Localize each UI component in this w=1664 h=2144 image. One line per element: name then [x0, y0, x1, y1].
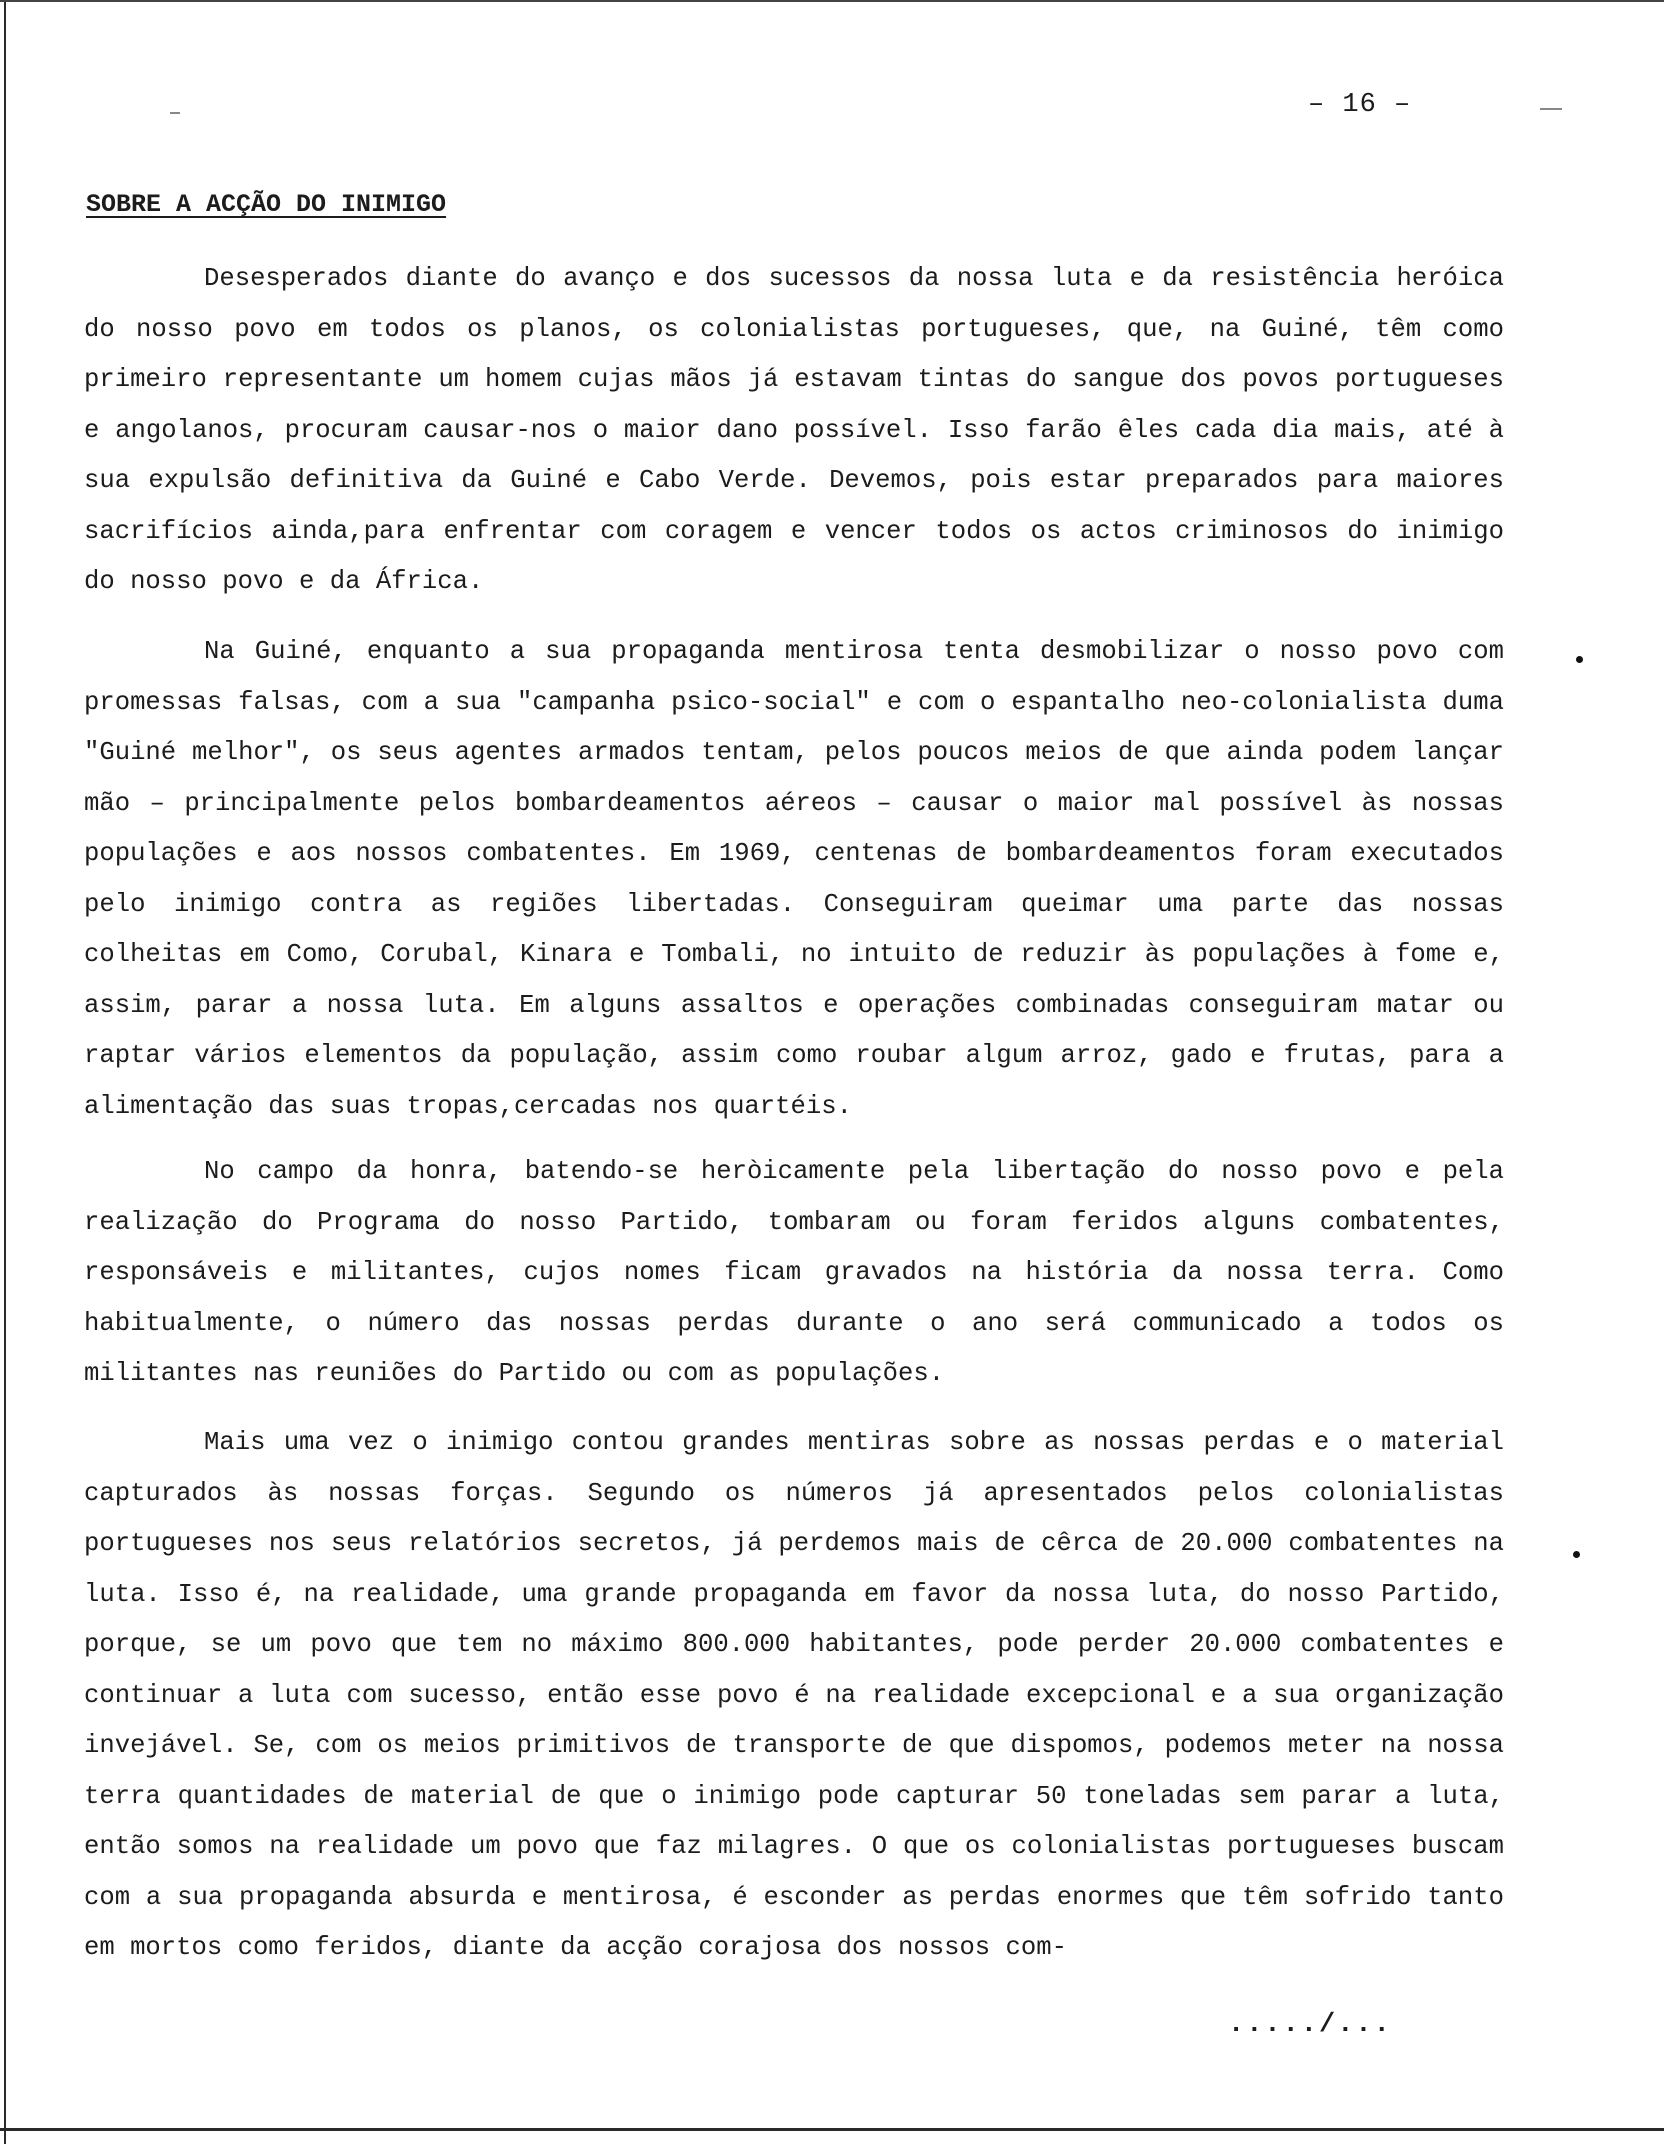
scan-bottom-edge — [0, 2128, 1664, 2131]
paragraph: No campo da honra, batendo-se heròicamente pela libertação do nosso povo e pela realização do Programa do nosso Partido, tombaram ou foram feridos alguns combatentes, responsáveis e militantes, cujos nomes ficam gravados na história da nossa terra. Como habitualmente, o número das nossas perdas durante o ano será communicado a todos os militantes nas reuniões do Partido ou com as populações. — [84, 1157, 1504, 1388]
scan-speck — [1540, 108, 1562, 110]
scan-speck — [1573, 1551, 1580, 1558]
scan-top-edge — [0, 0, 1664, 2]
scan-speck — [170, 112, 180, 114]
paragraph: Na Guiné, enquanto a sua propaganda mentirosa tenta desmobilizar o nosso povo com promessas falsas, com a sua "campanha psico-social" e com o espantalho neo-colonialista duma "Guiné melhor", os seus agentes armados tentam, pelos poucos meios de que ainda podem lançar mão – principalmente pelos bombardeamentos aéreos – causar o maior mal possível às nossas populações e aos nossos combatentes. Em 1969, centenas de bombardeamentos foram executados pelo inimigo contra as regiões libertadas. Conseguiram queimar uma parte das nossas colheitas em Como, Corubal, Kinara e Tombali, no intuito de reduzir às populações à fome e, assim, parar a nossa luta. Em alguns assaltos e operações combinadas conseguiram matar ou raptar vários elementos da população, assim como roubar algum arroz, gado e frutas, para a alimentação das suas tropas,cercadas nos quartéis. — [84, 637, 1504, 1121]
continuation-mark: ...../... — [1228, 2010, 1392, 2040]
section-heading: SOBRE A ACÇÃO DO INIMIGO — [86, 190, 447, 219]
scan-speck — [1576, 656, 1583, 663]
paragraph: Mais uma vez o inimigo contou grandes mentiras sobre as nossas perdas e o material capturados às nossas forças. Segundo os números já apresentados pelos colonialistas portugueses nos seus relatórios secretos, já perdemos mais de cêrca de 20.000 combatentes na luta. Isso é, na realidade, uma grande propaganda em favor da nossa luta, do nosso Partido, porque, se um povo que tem no máximo 800.000 habitantes, pode perder 20.000 combatentes e continuar a luta com sucesso, então esse povo é na realidade excepcional e a sua organização invejável. Se, com os meios primitivos de transporte de que dispomos, podemos meter na nossa terra quantidades de material de que o inimigo pode capturar 50 toneladas sem parar a luta, então somos na realidade um povo que faz milagres. O que os colonialistas portugueses buscam com a sua propaganda absurda e mentirosa, é esconder as perdas enormes que têm sofrido tanto em mortos como feridos, diante da acção corajosa dos nossos com- — [84, 1428, 1504, 1962]
paragraph: Desesperados diante do avanço e dos sucessos da nossa luta e da resistência heróica do nosso povo em todos os planos, os colonialistas portugueses, que, na Guiné, têm como primeiro representante um homem cujas mãos já estavam tintas do sangue dos povos portugueses e angolanos, procuram causar-nos o maior dano possível. Isso farão êles cada dia mais, até à sua expulsão definitiva da Guiné e Cabo Verde. Devemos, pois estar preparados para maiores sacrifícios ainda,para enfrentar com coragem e vencer todos os actos criminosos do inimigo do nosso povo e da África. — [84, 264, 1504, 596]
page-number: – 16 – — [1308, 90, 1412, 120]
scan-left-edge — [4, 0, 6, 2144]
